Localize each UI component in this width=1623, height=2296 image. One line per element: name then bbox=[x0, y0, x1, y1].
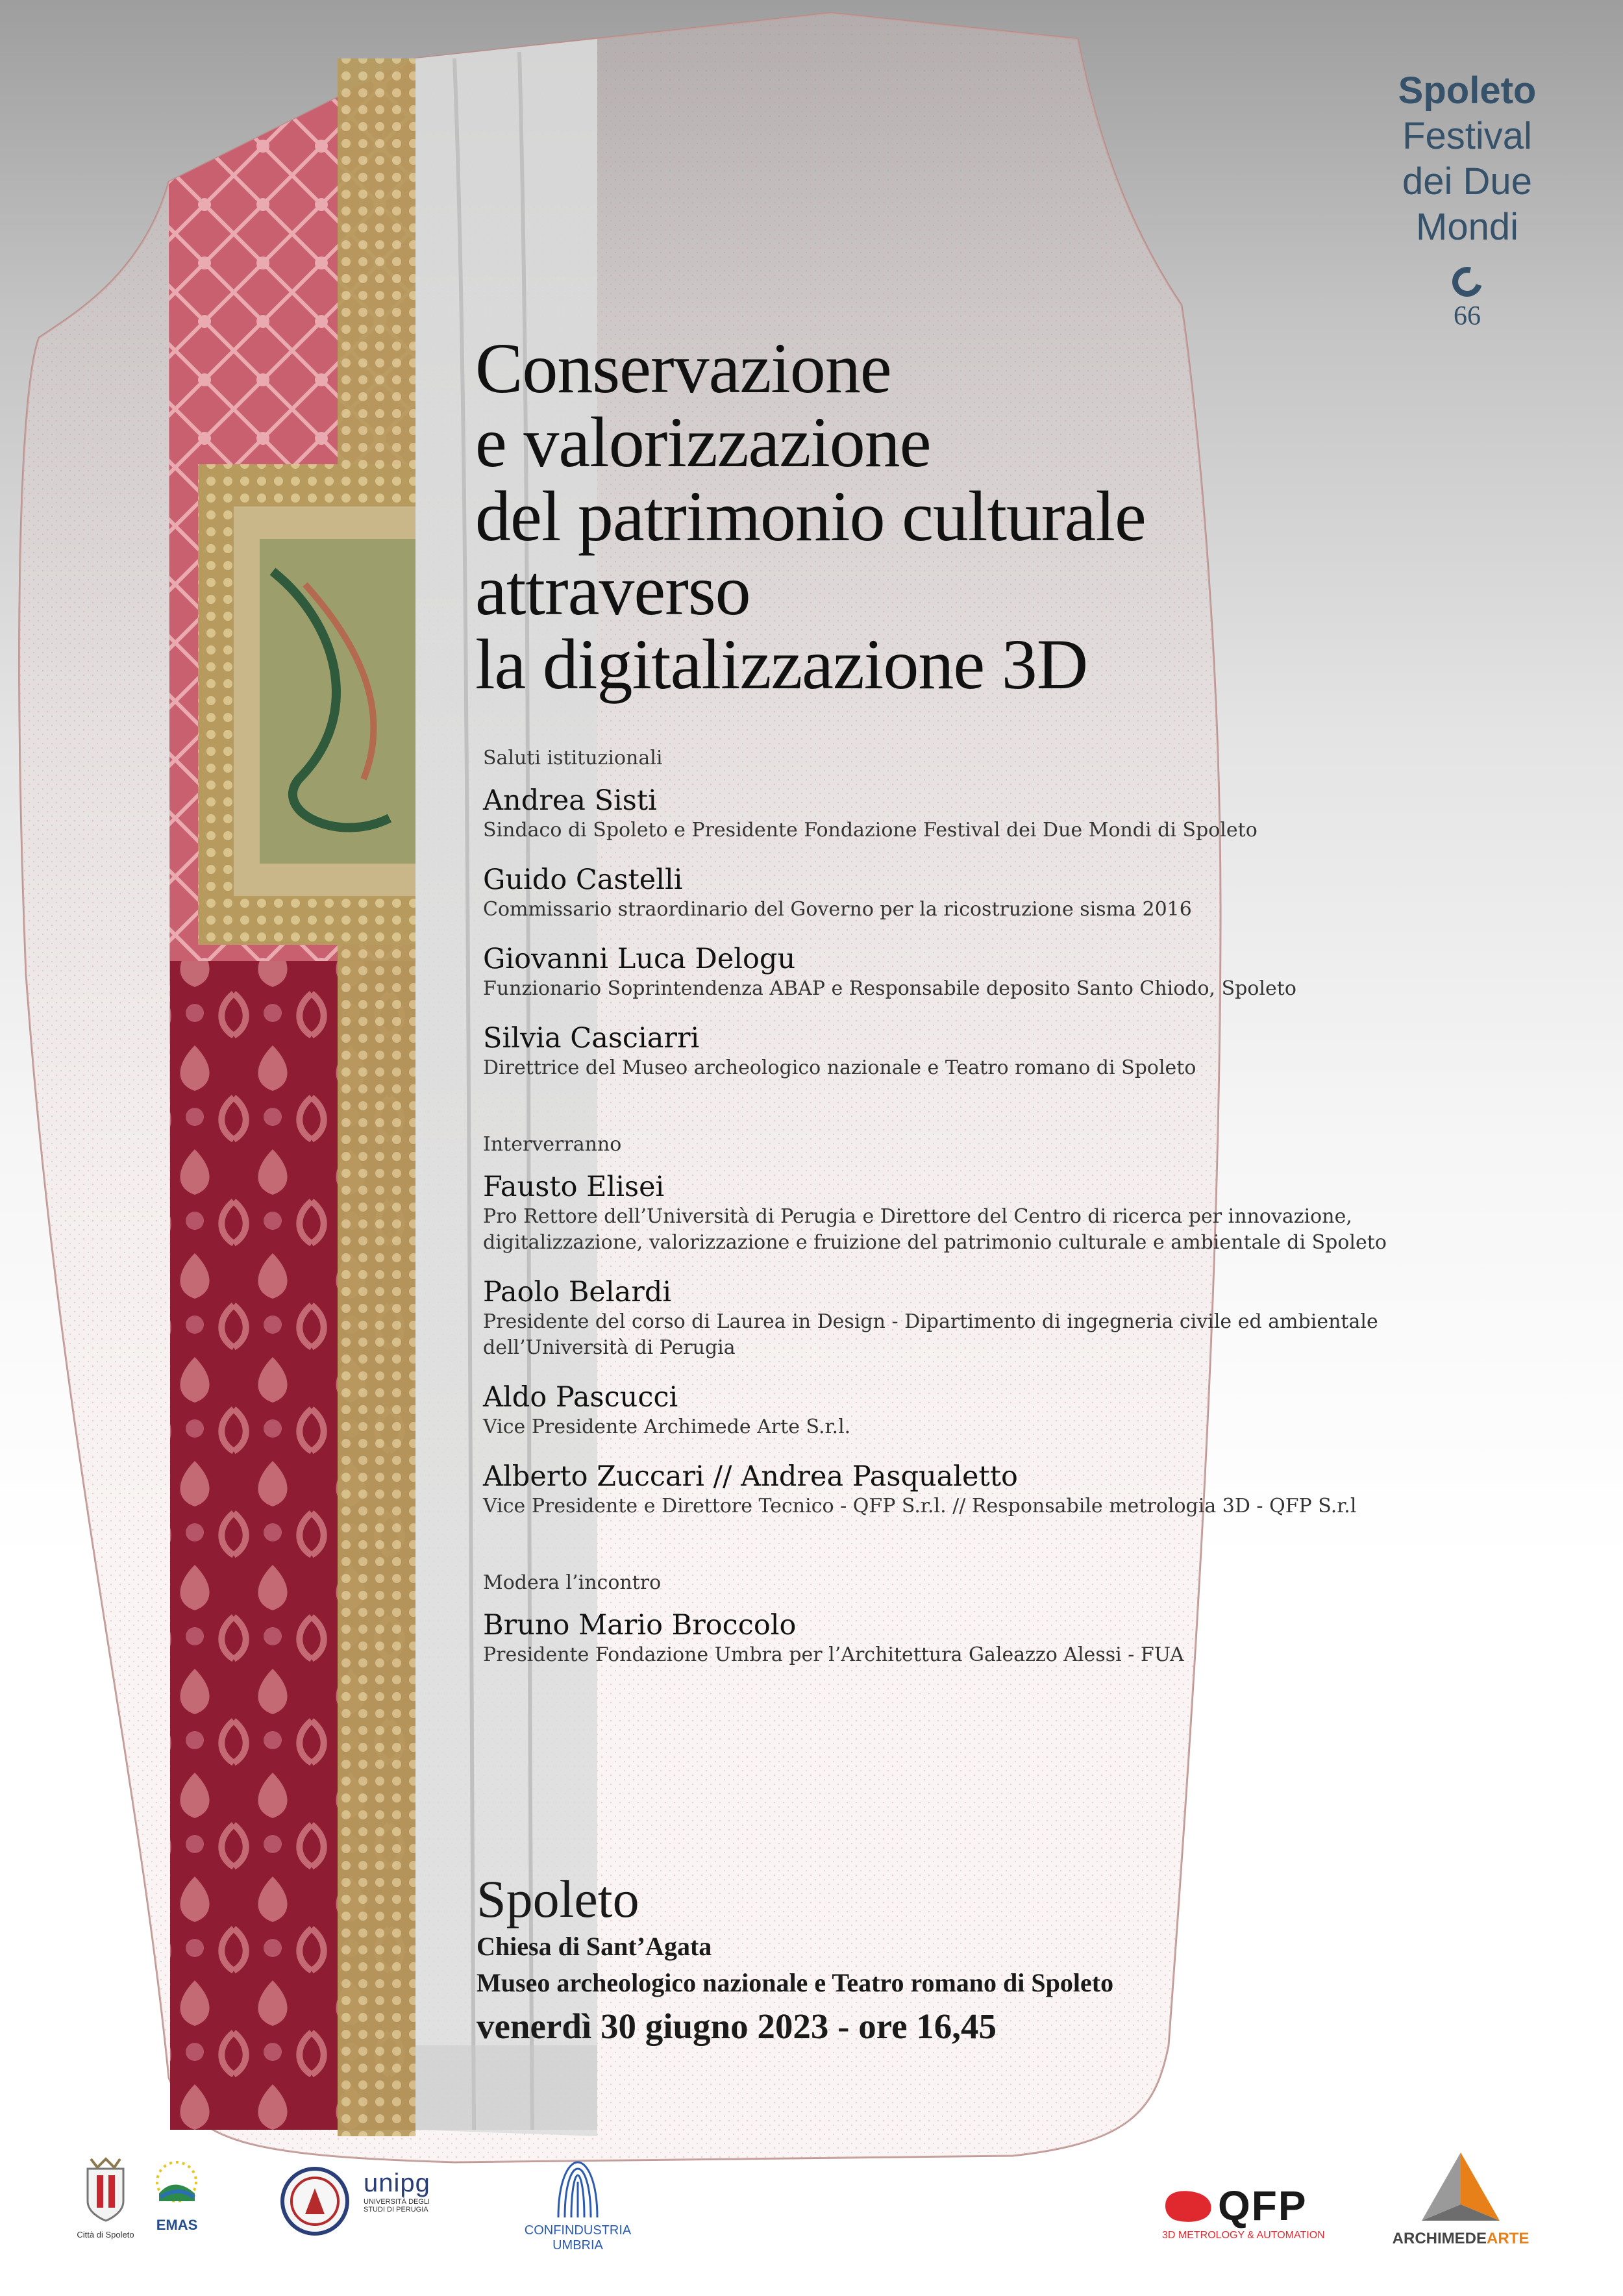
comune-label: Città di Spoleto bbox=[77, 2230, 134, 2240]
unipg-wordmark: unipg bbox=[364, 2169, 430, 2197]
speaker-entry bbox=[483, 1170, 1522, 1256]
speaker-name: Silvia Casciarri bbox=[483, 1022, 700, 1054]
venue-block bbox=[477, 1870, 1515, 2049]
title-line: la digitalizzazione 3D bbox=[475, 625, 1088, 704]
venue-city: Spoleto bbox=[477, 1869, 639, 1928]
confindustria-icon bbox=[545, 2156, 610, 2221]
speaker-role: Vice Presidente e Direttore Tecnico - QFP S.r.l. // Responsabile metrologia 3D - QFP S.r.l bbox=[483, 1495, 1357, 1517]
speaker-role: dell’Università di Perugia bbox=[483, 1336, 736, 1359]
program bbox=[483, 747, 1522, 1688]
speaker-entry bbox=[483, 1380, 1522, 1440]
speaker-role: Direttrice del Museo archeologico nazionale e Teatro romano di Spoleto bbox=[483, 1056, 1196, 1079]
title-line: del patrimonio culturale bbox=[475, 477, 1146, 556]
speaker-name: Giovanni Luca Delogu bbox=[483, 943, 796, 975]
qfp-logo bbox=[1162, 2182, 1337, 2241]
speaker-entry bbox=[483, 1021, 1522, 1081]
unipg-logo bbox=[364, 2169, 448, 2214]
archimede-wordmark-b: ARTE bbox=[1487, 2230, 1530, 2247]
speaker-entry bbox=[483, 1608, 1522, 1668]
speaker-name: Fausto Elisei bbox=[483, 1171, 665, 1203]
festival-logo bbox=[1350, 68, 1584, 332]
moderator-role: Presidente Fondazione Umbra per l’Architettura Galeazzo Alessi - FUA bbox=[483, 1643, 1184, 1666]
qfp-wordmark: QFP bbox=[1218, 2182, 1307, 2229]
speaker-role: digitalizzazione, valorizzazione e fruizione del patrimonio culturale e ambientale di Spoleto bbox=[483, 1231, 1387, 1254]
speaker-entry bbox=[483, 1275, 1522, 1361]
archimede-wordmark-a: ARCHIMEDE bbox=[1392, 2230, 1487, 2247]
event-datetime: venerdì 30 giugno 2023 - ore 16,45 bbox=[477, 2006, 997, 2046]
speaker-name: Guido Castelli bbox=[483, 864, 683, 896]
speaker-role: Funzionario Soprintendenza ABAP e Responsabile deposito Santo Chiodo, Spoleto bbox=[483, 977, 1296, 1000]
confindustria-logo bbox=[500, 2156, 656, 2253]
speaker-name: Aldo Pascucci bbox=[483, 1381, 678, 1414]
unipg-sub: UNIVERSITÀ DEGLI STUDI DI PERUGIA bbox=[364, 2198, 430, 2214]
archimede-arte-logo bbox=[1383, 2149, 1539, 2248]
qfp-icon bbox=[1162, 2186, 1214, 2225]
festival-edition: 66 bbox=[1454, 301, 1481, 331]
archimede-wordmark bbox=[1393, 2230, 1530, 2247]
greetings-label: Saluti istituzionali bbox=[483, 747, 663, 769]
archimede-pyramid-icon bbox=[1415, 2149, 1506, 2227]
speaker-role: Pro Rettore dell’Università di Perugia e Direttore del Centro di ricerca per innovazione, bbox=[483, 1205, 1352, 1228]
festival-logo-line1: Spoleto bbox=[1398, 69, 1537, 112]
venue-museum: Museo archeologico nazionale e Teatro romano di Spoleto bbox=[477, 1968, 1114, 1997]
speaker-entry bbox=[483, 784, 1522, 843]
moderator-name: Bruno Mario Broccolo bbox=[483, 1609, 797, 1641]
emas-icon bbox=[146, 2156, 208, 2214]
comune-spoleto-logo bbox=[75, 2156, 136, 2240]
speaker-name: Paolo Belardi bbox=[483, 1276, 672, 1308]
emas-label: EMAS bbox=[156, 2217, 198, 2233]
festival-logo-line3: dei Due bbox=[1402, 160, 1532, 203]
title-line: Conservazione bbox=[475, 329, 891, 408]
speaker-entry bbox=[483, 942, 1522, 1002]
speaker-role: Vice Presidente Archimede Arte S.r.l. bbox=[483, 1416, 851, 1438]
speaker-entry bbox=[483, 1460, 1522, 1519]
confindustria-label: CONFINDUSTRIA UMBRIA bbox=[524, 2223, 632, 2252]
speaker-role: Presidente del corso di Laurea in Design - Dipartimento di ingegneria civile ed ambientale bbox=[483, 1310, 1378, 1333]
speaker-name: Alberto Zuccari // Andrea Pasqualetto bbox=[483, 1460, 1018, 1493]
venue-place: Chiesa di Sant’Agata bbox=[477, 1932, 712, 1961]
university-seal-icon bbox=[279, 2165, 351, 2237]
festival-logo-line2: Festival bbox=[1402, 115, 1532, 157]
speaker-role: Commissario straordinario del Governo per la ricostruzione sisma 2016 bbox=[483, 898, 1192, 921]
speaker-entry bbox=[483, 863, 1522, 923]
university-seal-logo bbox=[279, 2165, 351, 2240]
festival-logo-line4: Mondi bbox=[1416, 206, 1518, 248]
moderator-label: Modera l’incontro bbox=[483, 1571, 662, 1594]
title-line: e valorizzazione bbox=[475, 403, 931, 482]
speaker-name: Andrea Sisti bbox=[483, 784, 657, 817]
speaker-role: Sindaco di Spoleto e Presidente Fondazione Festival dei Due Mondi di Spoleto bbox=[483, 819, 1258, 842]
title-line: attraverso bbox=[475, 551, 750, 630]
comune-crest-icon bbox=[75, 2156, 136, 2227]
page-title bbox=[475, 329, 1579, 704]
speakers-label: Interverranno bbox=[483, 1133, 622, 1156]
festival-ring-icon bbox=[1447, 262, 1488, 303]
emas-logo bbox=[146, 2156, 208, 2234]
qfp-sub: 3D METROLOGY & AUTOMATION bbox=[1162, 2230, 1325, 2241]
